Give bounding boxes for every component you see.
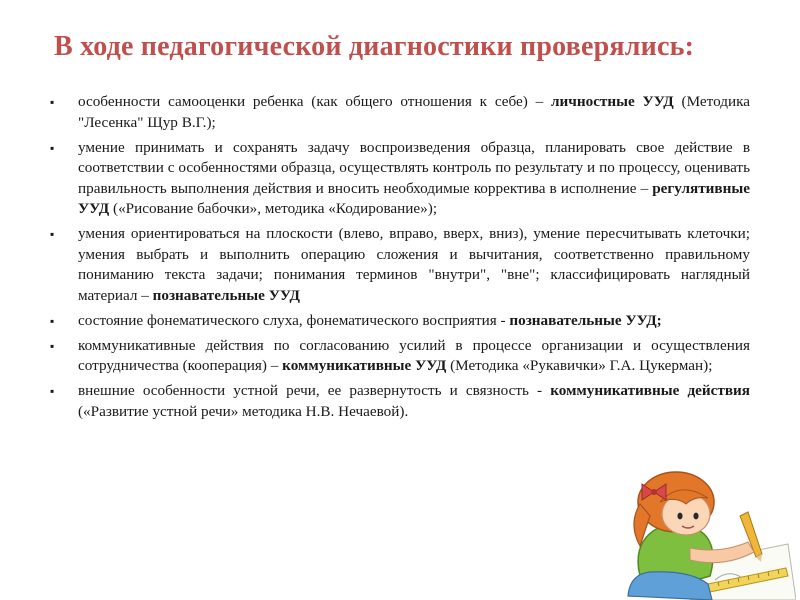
bullet-text: («Развитие устной речи» методика Н.В. Нечаевой). — [78, 402, 409, 420]
bullet-text: (Методика "Лесенка" Щур В.Г.); — [78, 93, 750, 131]
bullet-text: коммуникативные действия по согласованию усилий в процессе организации и осуществления сотрудничества (кооперация) – — [78, 336, 750, 374]
bullet-text: умение принимать и сохранять задачу воспроизведения образца, планировать свое действие в соответствии с особенностями образца, осуществлять контроль по результату и по процессу, оценивать правильность выполнения действия и вносить необходимые корректива в исполнение – — [78, 138, 750, 197]
bullet-text: состояние фонематического слуха, фонематического восприятия - — [78, 311, 510, 329]
bullet-marker: ▪ — [50, 227, 55, 241]
bullet-item — [48, 381, 750, 422]
bullet-emphasis: познавательные УУД — [152, 286, 300, 304]
slide-title: В ходе педагогической диагностики проверялись: — [54, 31, 695, 62]
bullet-text: («Рисование бабочки», методика «Кодирование»); — [109, 200, 438, 217]
bullet-marker: ▪ — [50, 313, 55, 328]
bullet-emphasis: регулятивные УУД — [78, 179, 750, 217]
bullet-marker: ▪ — [50, 338, 55, 353]
girl-drawing-illustration — [620, 456, 796, 600]
bullet-emphasis: познавательные УУД; — [509, 311, 662, 329]
bullet-text: умения ориентироваться на плоскости (влево, вправо, вверх, вниз), умение пересчитывать клеточки; умения выбрать и выполнить операцию сложения и вычитания, соответственно правильному пониманию текста задачи; понимания терминов "внутри", "вне"; классифицировать наглядный материал – — [78, 225, 750, 304]
bullet-emphasis: коммуникативные действия — [550, 382, 750, 399]
bullet-text: (Методика «Рукавички» Г.А. Цукерман); — [446, 357, 713, 374]
bullet-list — [48, 92, 750, 427]
bullet-text: особенности самооценки ребенка (как общего отношения к себе) – — [78, 93, 552, 110]
bullet-item — [48, 224, 750, 306]
bullet-marker: ▪ — [50, 95, 55, 109]
bullet-emphasis: личностные УУД — [551, 93, 674, 110]
bullet-text: внешние особенности устной речи, ее развернутость и связность - — [78, 382, 551, 399]
bullet-emphasis: коммуникативные УУД — [282, 357, 447, 374]
bullet-item — [48, 138, 750, 220]
bullet-item — [48, 92, 750, 133]
bullet-marker: ▪ — [50, 384, 55, 398]
bullet-item — [48, 311, 750, 332]
bullet-marker: ▪ — [50, 140, 55, 155]
bullet-item — [48, 336, 750, 377]
